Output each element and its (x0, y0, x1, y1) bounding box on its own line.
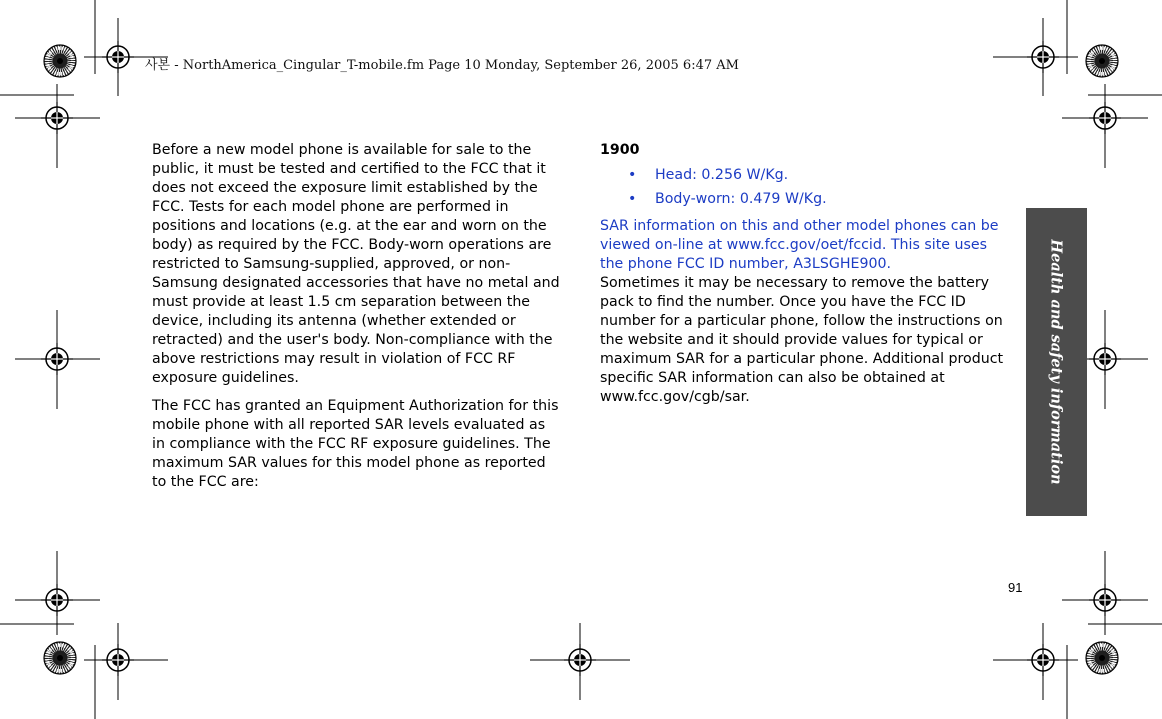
running-header: 사본 - NorthAmerica_Cingular_T-mobile.fm Page 10 Monday, September 26, 2005 6:47 AM (145, 58, 739, 73)
list-item (600, 190, 1010, 209)
list-item (600, 166, 1010, 185)
right-column (600, 141, 1010, 407)
band-heading: 1900 (600, 142, 640, 158)
body-worn-sar-value: Body-worn: 0.479 W/Kg. (655, 191, 827, 207)
head-sar-value: Head: 0.256 W/Kg. (655, 167, 789, 183)
sar-values-list (600, 166, 1010, 209)
left-column (152, 141, 560, 501)
sar-online-info-paragraph: SAR information on this and other model phones can be viewed on-line at www.fcc.gov/oet/fccid. This site uses the phone FCC ID number, A3LSGHE900. (600, 218, 999, 272)
page-number: 91 (1008, 580, 1023, 595)
section-tab (1026, 208, 1087, 516)
bullet-icon: • (628, 191, 637, 207)
fcc-testing-paragraph: Before a new model phone is available for sale to the public, it must be tested and certified to the FCC that it does not exceed the exposure limit established by the FCC. Tests for each model phone are performed in positions and locations (e.g. at the ear and worn on the body) as required by the FCC. Body-worn operations are restricted to Samsung-supplied, approved, or non- Samsung designated accessories that have no metal and must provide at least 1.5 cm separation between the device, including its antenna (whether extended or retracted) and the user's body. Non-compliance with the above restrictions may result in violation of FCC RF exposure guidelines. (152, 142, 560, 386)
section-tab-label: Health and safety information (1047, 239, 1065, 485)
fcc-authorization-paragraph: The FCC has granted an Equipment Authorization for this mobile phone with all reported SAR levels evaluated as in compliance with the FCC RF exposure guidelines. The maximum SAR values for this model phone as reported to the FCC are: (152, 398, 559, 490)
battery-fcc-id-paragraph: Sometimes it may be necessary to remove the battery pack to find the number. Once you have the FCC ID number for a particular phone, follow the instructions on the website and it should provide values for typical or maximum SAR for a particular phone. Additional product specific SAR information can also be obtained at www.fcc.gov/cgb/sar. (600, 275, 1004, 405)
bullet-icon: • (628, 167, 637, 183)
